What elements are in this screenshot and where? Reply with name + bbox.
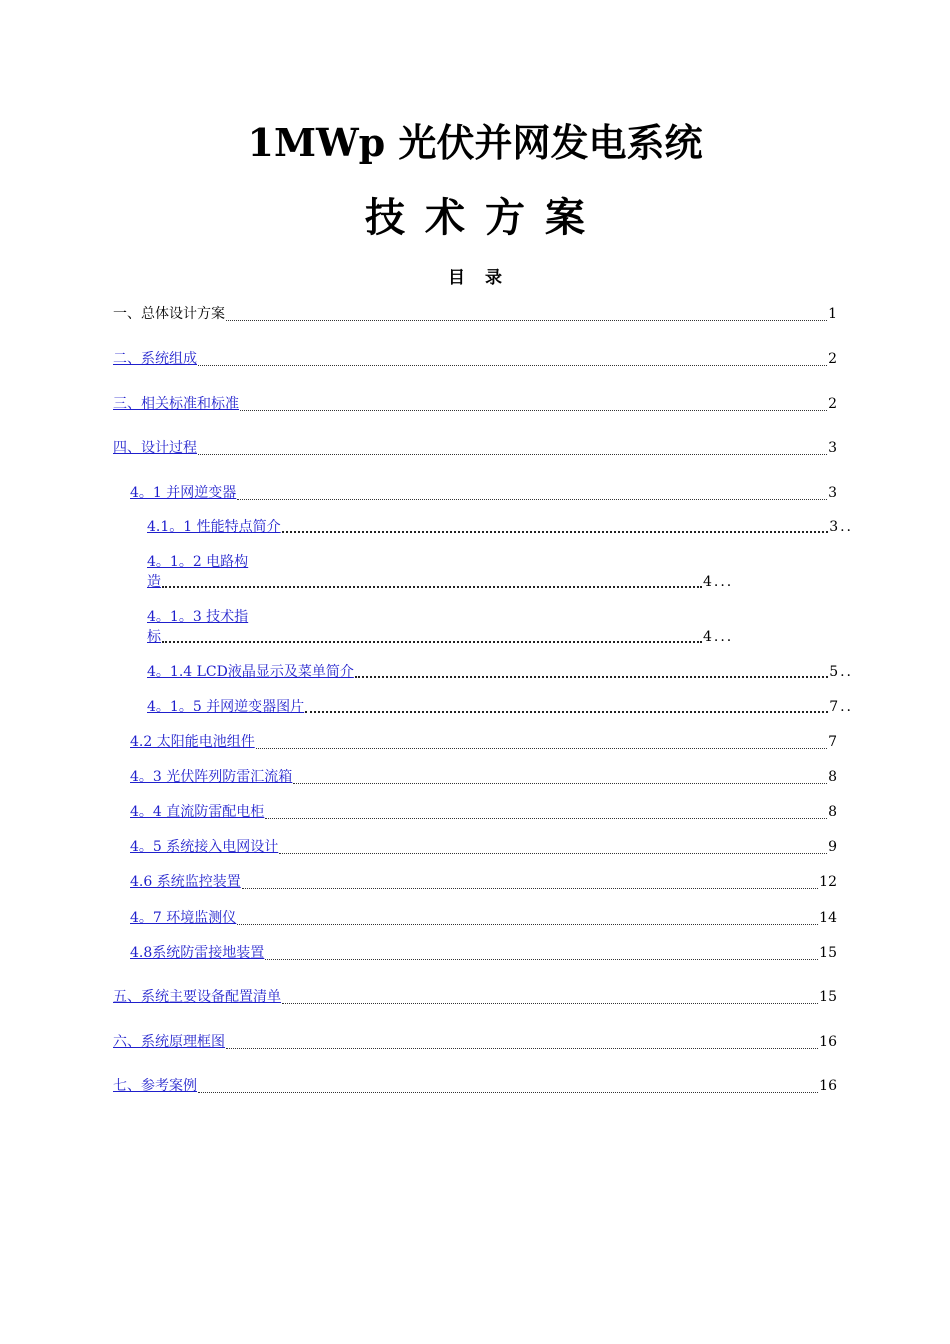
toc-entry-label[interactable]: 一、总体设计方案 <box>113 306 225 322</box>
toc-entry-page: 7.. <box>829 699 853 715</box>
toc-leader <box>226 1036 818 1049</box>
toc-entry[interactable] <box>147 607 747 647</box>
toc-leader <box>162 631 702 643</box>
toc-entry-link[interactable]: 4。1。2 电路构 <box>147 554 249 570</box>
toc-leader <box>198 442 827 455</box>
toc-leader <box>198 1080 818 1093</box>
toc-entry[interactable] <box>113 439 837 457</box>
toc-entry[interactable] <box>147 518 853 536</box>
toc-entry[interactable] <box>113 350 837 368</box>
toc-entry-link[interactable]: 4.6 系统监控装置 <box>130 874 241 890</box>
toc-entry-link-continued[interactable]: 标 <box>147 629 161 645</box>
toc-leader <box>355 666 828 678</box>
toc-leader <box>282 991 818 1004</box>
toc-entry[interactable] <box>130 909 837 927</box>
toc-entry-page: 8 <box>828 769 837 785</box>
toc-leader <box>265 806 827 819</box>
toc-leader <box>242 876 818 889</box>
toc-entry-link-continued[interactable]: 造 <box>147 574 161 590</box>
toc-leader <box>282 521 829 533</box>
toc-entry-page: 16 <box>819 1034 837 1050</box>
toc-entry-link[interactable]: 七、参考案例 <box>113 1078 197 1094</box>
toc-entry-page: 7 <box>828 734 837 750</box>
toc-entry[interactable] <box>130 944 837 962</box>
toc-entry-link[interactable]: 4。1。3 技术指 <box>147 609 249 625</box>
subtitle-char: 术 <box>425 194 465 241</box>
toc-heading-char: 录 <box>485 268 502 288</box>
toc-leader <box>279 841 827 854</box>
toc-entry-link[interactable]: 三、相关标准和标准 <box>113 396 239 412</box>
toc-leader <box>237 487 827 500</box>
toc-entry-link[interactable]: 4。1。5 并网逆变器图片 <box>147 699 305 715</box>
subtitle-char: 技 <box>365 194 405 241</box>
toc-entry-page: 5.. <box>829 664 853 680</box>
toc-entry[interactable] <box>147 698 853 716</box>
toc-entry[interactable] <box>113 1033 837 1051</box>
toc-entry[interactable] <box>130 873 837 891</box>
toc-entry-link[interactable]: 4。7 环境监测仪 <box>130 910 237 926</box>
toc-entry-page: 8 <box>828 804 837 820</box>
toc-entry-link[interactable]: 五、系统主要设备配置清单 <box>113 989 281 1005</box>
toc-leader <box>293 771 827 784</box>
toc-entry[interactable] <box>147 663 853 681</box>
toc-entry[interactable] <box>113 305 837 323</box>
toc-leader <box>305 701 828 713</box>
toc-entry-link[interactable]: 4。1.4 LCD液晶显示及菜单简介 <box>147 664 354 680</box>
toc-entry[interactable] <box>113 1077 837 1095</box>
toc-leader <box>256 736 827 749</box>
toc-entry-page: 3 <box>828 485 837 501</box>
toc-heading-char: 目 <box>448 268 465 288</box>
toc-entry[interactable] <box>130 838 837 856</box>
toc-entry[interactable] <box>147 552 747 592</box>
toc-entry-link[interactable]: 4.8系统防雷接地装置 <box>130 945 265 961</box>
toc-entry-link[interactable]: 六、系统原理框图 <box>113 1034 225 1050</box>
toc-leader <box>162 576 702 588</box>
toc-entry-page: 2 <box>828 351 837 367</box>
toc-entry-page: 3 <box>828 440 837 456</box>
toc-entry-link[interactable]: 4。1 并网逆变器 <box>130 485 237 501</box>
toc-leader <box>240 398 827 411</box>
toc-entry-page: 1 <box>828 306 837 322</box>
toc-leader <box>237 912 818 925</box>
toc-entry[interactable] <box>113 988 837 1006</box>
toc-entry-page: 16 <box>819 1078 837 1094</box>
toc-entry[interactable] <box>130 803 837 821</box>
toc-entry-page: 4... <box>703 574 734 590</box>
toc-entry-link[interactable]: 4.2 太阳能电池组件 <box>130 734 255 750</box>
toc-entry-page: 9 <box>828 839 837 855</box>
toc-leader <box>265 947 818 960</box>
subtitle-char: 案 <box>545 194 585 241</box>
toc-entry-page: 12 <box>819 874 837 890</box>
toc-entry-link[interactable]: 4。4 直流防雷配电柜 <box>130 804 265 820</box>
toc-entry-link[interactable]: 二、系统组成 <box>113 351 197 367</box>
toc-heading <box>0 263 950 288</box>
toc-entry-link[interactable]: 4。5 系统接入电网设计 <box>130 839 279 855</box>
toc-entry-page: 15 <box>819 945 837 961</box>
toc-entry-page: 15 <box>819 989 837 1005</box>
toc-entry-link[interactable]: 4。3 光伏阵列防雷汇流箱 <box>130 769 293 785</box>
document-subtitle <box>0 186 950 243</box>
toc-entry-link[interactable]: 4.1。1 性能特点简介 <box>147 519 281 535</box>
toc-entry-page: 3.. <box>829 519 853 535</box>
subtitle-char: 方 <box>485 194 525 241</box>
toc-entry[interactable] <box>130 733 837 751</box>
toc-entry[interactable] <box>130 484 837 502</box>
toc-entry-link[interactable]: 四、设计过程 <box>113 440 197 456</box>
toc-entry[interactable] <box>113 395 837 413</box>
toc-entry[interactable] <box>130 768 837 786</box>
toc-entry-page: 4... <box>703 629 734 645</box>
document-title: 1MWp 光伏并网发电系统 <box>247 120 703 165</box>
toc-leader <box>226 308 827 321</box>
toc-entry-page: 2 <box>828 396 837 412</box>
toc-leader <box>198 353 827 366</box>
toc-entry-page: 14 <box>819 910 837 926</box>
